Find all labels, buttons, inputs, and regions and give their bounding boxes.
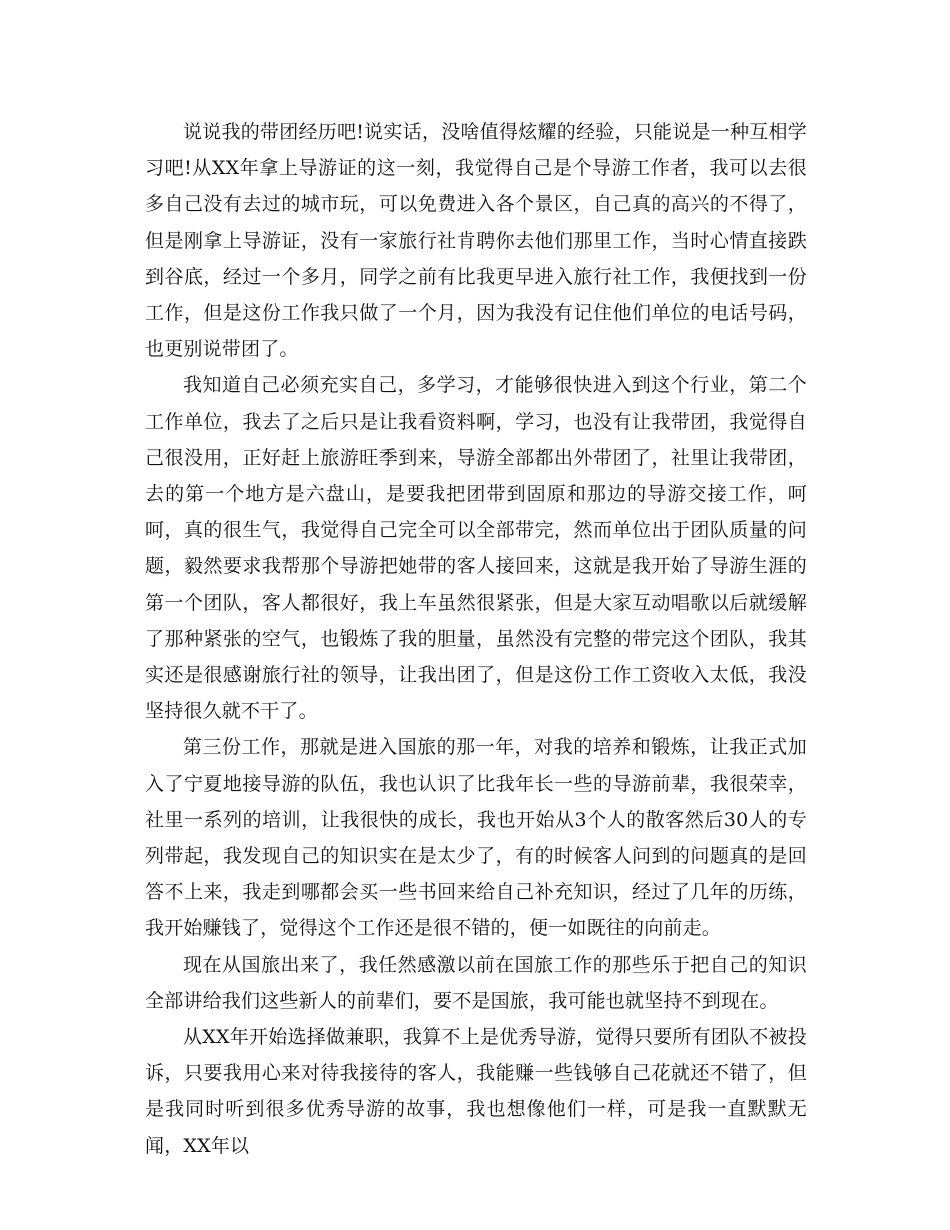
paragraph-5: 从XX年开始选择做兼职，我算不上是优秀导游，觉得只要所有团队不被投诉，只要我用心来对待我接待的客人，我能赚一些钱够自己花就还不错了，但是我同时听到很多优秀导游的故事，我也想像他们一样，可是我一直默默无闻，XX年以 bbox=[145, 1026, 807, 1157]
paragraph-4: 现在从国旅出来了，我任然感激以前在国旅工作的那些乐于把自己的知识全部讲给我们这些新人的前辈们，要不是国旅，我可能也就坚持不到现在。 bbox=[145, 953, 807, 1012]
paragraph-1: 说说我的带团经历吧!说实话，没啥值得炫耀的经验，只能说是一种互相学习吧!从XX年拿上导游证的这一刻，我觉得自己是个导游工作者，我可以去很多自己没有去过的城市玩，可以免费进入各个景区，自己真的高兴的不得了，但是刚拿上导游证，没有一家旅行社肯聘你去他们那里工作，当时心情直接跌到谷底，经过一个多月，同学之前有比我更早进入旅行社工作，我便找到一份工作，但是这份工作我只做了一个月，因为我没有记住他们单位的电话号码，也更别说带团了。 bbox=[145, 121, 807, 361]
paragraph-3: 第三份工作，那就是进入国旅的那一年，对我的培养和锻炼，让我正式加入了宁夏地接导游的队伍，我也认识了比我年长一些的导游前辈，我很荣幸，社里一系列的培训，让我很快的成长，我也开始从3个人的散客然后30人的专列带起，我发现自己的知识实在是太少了，有的时候客人问到的问题真的是回答不上来，我走到哪都会买一些书回来给自己补充知识，经过了几年的历练，我开始赚钱了，觉得这个工作还是很不错的，便一如既往的向前走。 bbox=[145, 736, 807, 940]
paragraph-2: 我知道自己必须充实自己，多学习，才能够很快进入到这个行业，第二个工作单位，我去了之后只是让我看资料啊，学习，也没有让我带团，我觉得自己很没用，正好赶上旅游旺季到来，导游全部都出外带团了，社里让我带团，去的第一个地方是六盘山，是要我把团带到固原和那边的导游交接工作，呵呵，真的很生气，我觉得自己完全可以全部带完，然而单位出于团队质量的问题，毅然要求我帮那个导游把她带的客人接回来，这就是我开始了导游生涯的第一个团队，客人都很好，我上车虽然很紧张，但是大家互动唱歌以后就缓解了那种紧张的空气，也锻炼了我的胆量，虽然没有完整的带完这个团队，我其实还是很感谢旅行社的领导，让我出团了，但是这份工作工资收入太低，我没坚持很久就不干了。 bbox=[145, 374, 807, 723]
document-body bbox=[145, 114, 807, 1164]
